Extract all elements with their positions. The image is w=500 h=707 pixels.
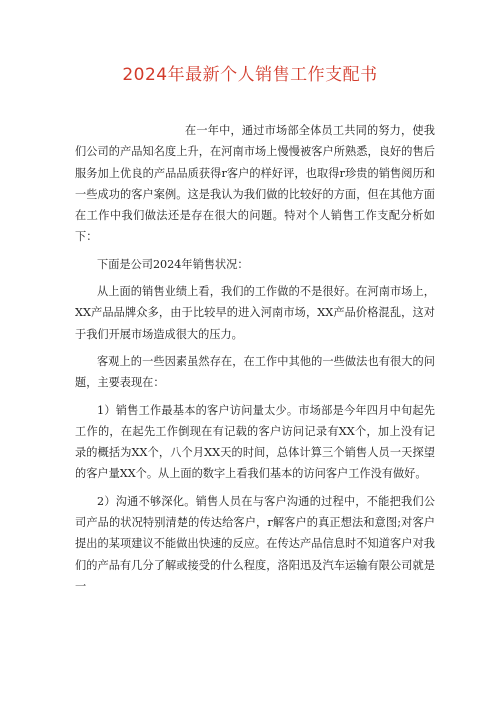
- paragraph-item-1: 1）销售工作最基本的客户访问量太少。市场部是今年四月中旬起先工作的，在起先工作倒现在有记载的客户访问记录有XX个，加上没有记录的概括为XX个，八个月XX天的时间，总体计算三个销售人员一天探望的客户量XX个。从上面的数字上看我们基本的访问客户工作没有做好。: [75, 403, 435, 481]
- document-body: [75, 120, 435, 597]
- paragraph-performance: 从上面的销售业绩上看，我们的工作做的不是很好。在河南市场上，XX产品品牌众多，由于比较早的进入河南市场，XX产品价格混乱，这对于我们开展市场造成很大的压力。: [75, 285, 435, 341]
- paragraph-intro: 在一年中，通过市场部全体员工共同的努力，使我们公司的产品知名度上升，在河南市场上慢慢被客户所熟悉，良好的售后服务加上优良的产品品质获得r客户的样好评，也取得r珍贵的销售阅历和一些成功的客户案例。这是我认为我们做的比较好的方面，但在其他方面在工作中我们做法还是存在很大的问题。特对个人销售工作支配分析如下：: [75, 124, 435, 244]
- document-title: 2024年最新个人销售工作支配书: [122, 65, 378, 85]
- paragraph-item-2: 2）沟通不够深化。销售人员在与客户沟通的过程中，不能把我们公司产品的状况特别清楚的传达给客户，r解客户的真正想法和意图;对客户提出的某项建议不能做出快速的反应。在传达产品信息时不知道客户对我们的产品有几分了解或接受的什么程度，洛阳迅及汽车运输有限公司就是一: [75, 494, 435, 593]
- paragraph-sales-status: 下面是公司2024年销售状况：: [97, 257, 249, 271]
- paragraph-problems: 客观上的一些因素虽然存在，在工作中其他的一些做法也有很大的问题，主要表现在：: [75, 354, 435, 390]
